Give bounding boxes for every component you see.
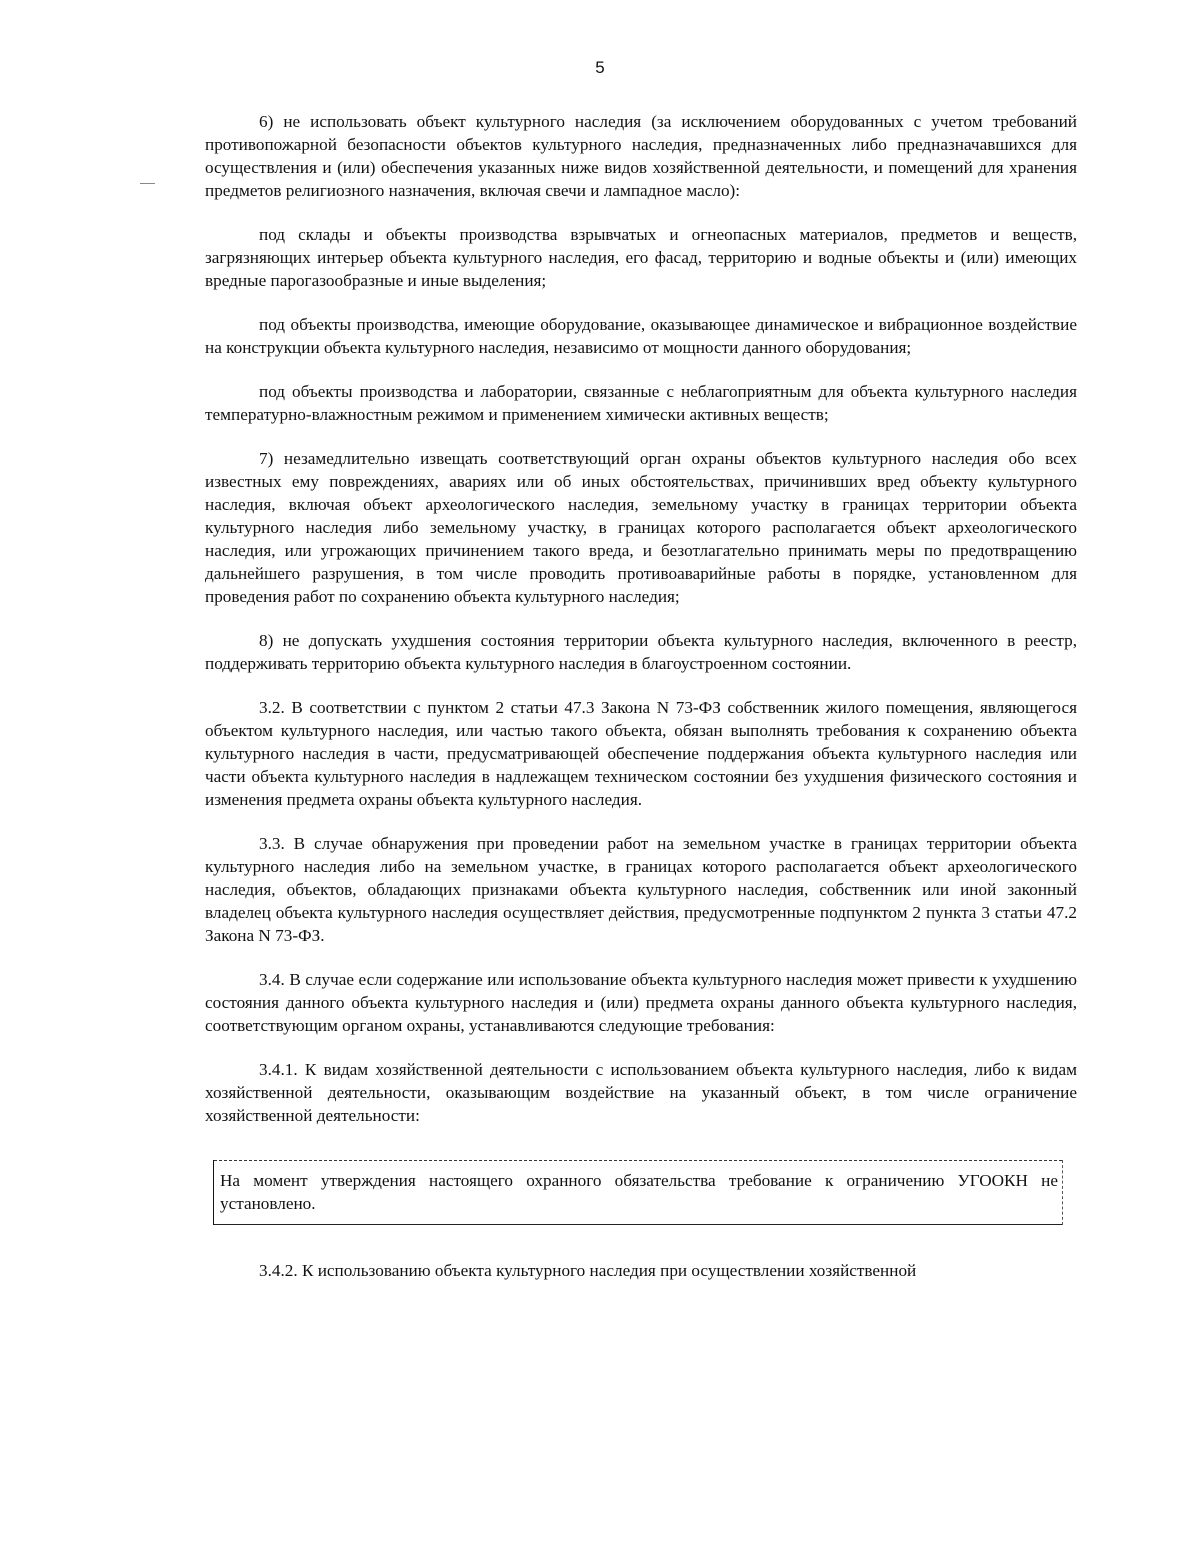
paragraph-item-7: 7) незамедлительно извещать соответствующий орган охраны объектов культурного наследия обо всех известных ему повреждениях, авариях или об иных обстоятельствах, причинивших вред объекту культурного наследия, включая объект археологического наследия, земельному участку в границах территории объекта культурного наследия либо земельному участку, в границах которого располагается объект археологического наследия, или угрожающих причинением такого вреда, и безотлагательно принимать меры по предотвращению дальнейшего разрушения, в том числе проводить противоаварийные работы в порядке, установленном для проведения работ по сохранению объекта культурного наследия; — [205, 449, 1077, 606]
document-body — [205, 110, 1077, 1303]
paragraph-item-6: 6) не использовать объект культурного наследия (за исключением оборудованных с учетом требований противопожарной безопасности объектов культурного наследия, предназначенных либо предназначавшихся для осуществления и (или) обеспечения указанных ниже видов хозяйственной деятельности, и помещений для хранения предметов религиозного назначения, включая свечи и лампадное масло): — [205, 112, 1077, 200]
boxed-note: На момент утверждения настоящего охранного обязательства требование к ограничению УГООКН не установлено. — [213, 1160, 1063, 1225]
paragraph-3-3: 3.3. В случае обнаружения при проведении работ на земельном участке в границах территории объекта культурного наследия либо на земельном участке, в границах которого располагается объект археологического наследия, объектов, обладающих признаками объекта культурного наследия, собственник или иной законный владелец объекта культурного наследия осуществляет действия, предусмотренные подпунктом 2 пункта 3 статьи 47.2 Закона N 73-ФЗ. — [205, 834, 1077, 945]
paragraph-3-2: 3.2. В соответствии с пунктом 2 статьи 47.3 Закона N 73-ФЗ собственник жилого помещения, являющегося объектом культурного наследия, или частью такого объекта, обязан выполнять требования к сохранению объекта культурного наследия в части, предусматривающей обеспечение поддержания объекта культурного наследия или части объекта культурного наследия в надлежащем техническом состоянии без ухудшения физического состояния и изменения предмета охраны объекта культурного наследия. — [205, 698, 1077, 809]
paragraph-warehouses: под склады и объекты производства взрывчатых и огнеопасных материалов, предметов и веществ, загрязняющих интерьер объекта культурного наследия, его фасад, территорию и водные объекты и (или) имеющих вредные парогазообразные и иные выделения; — [205, 225, 1077, 290]
paragraph-item-8: 8) не допускать ухудшения состояния территории объекта культурного наследия, включенного в реестр, поддерживать территорию объекта культурного наследия в благоустроенном состоянии. — [205, 631, 1077, 673]
scan-mark — [140, 183, 155, 184]
page-number: 5 — [595, 58, 605, 77]
paragraph-3-4-2: 3.4.2. К использованию объекта культурного наследия при осуществлении хозяйственной — [259, 1261, 917, 1280]
paragraph-3-4: 3.4. В случае если содержание или использование объекта культурного наследия может привести к ухудшению состояния данного объекта культурного наследия и (или) предмета охраны данного объекта культурного наследия, соответствующим органом охраны, устанавливаются следующие требования: — [205, 970, 1077, 1035]
paragraph-3-4-1: 3.4.1. К видам хозяйственной деятельности с использованием объекта культурного наследия, либо к видам хозяйственной деятельности, оказывающим воздействие на указанный объект, в том числе ограничение хозяйственной деятельности: — [205, 1060, 1077, 1125]
paragraph-vibration-equipment: под объекты производства, имеющие оборудование, оказывающее динамическое и вибрационное воздействие на конструкции объекта культурного наследия, независимо от мощности данного оборудования; — [205, 315, 1077, 357]
paragraph-laboratories: под объекты производства и лаборатории, связанные с неблагоприятным для объекта культурного наследия температурно-влажностным режимом и применением химически активных веществ; — [205, 382, 1077, 424]
